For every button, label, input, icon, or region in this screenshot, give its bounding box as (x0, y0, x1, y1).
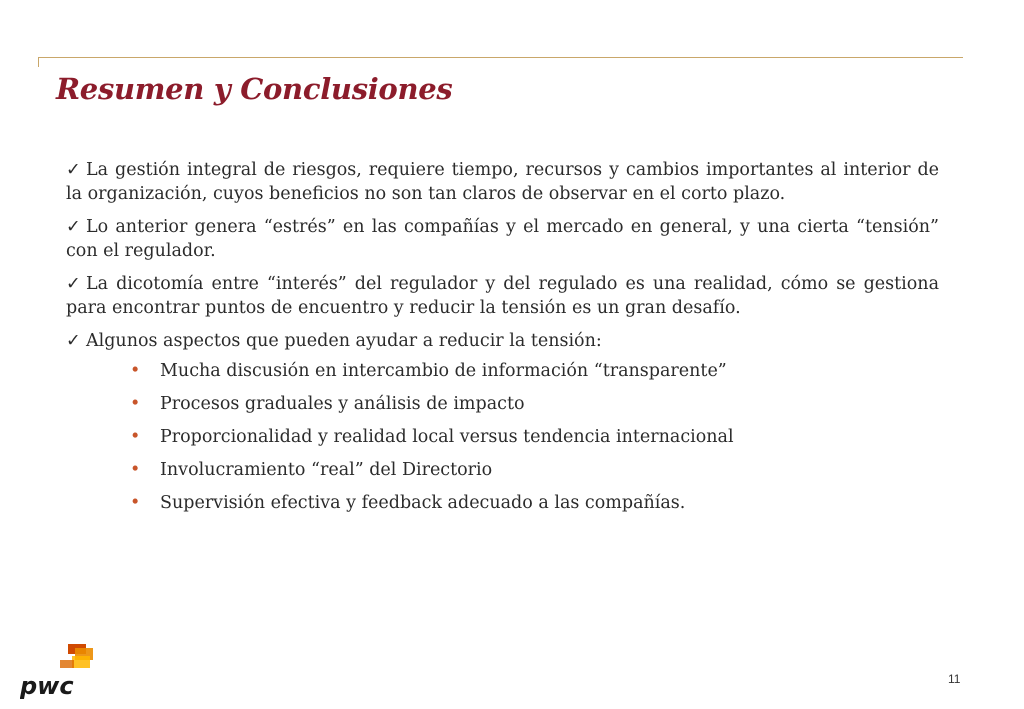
bullet-point-text: La dicotomía entre “interés” del regulador y del regulado es una realidad, cómo se gestiona para encontrar puntos de encuentro y reducir la tensión es un gran desafío. (66, 274, 939, 318)
check-icon: ✓ (66, 160, 81, 180)
list-item (130, 491, 939, 515)
slide-body (66, 158, 939, 524)
list-item-text: Mucha discusión en intercambio de información “transparente” (160, 361, 727, 381)
bullet-icon: • (130, 460, 141, 480)
bullet-point-text: Algunos aspectos que pueden ayudar a reducir la tensión: (86, 331, 602, 351)
logo-block-yellow (72, 656, 90, 668)
bullet-icon: • (130, 427, 141, 447)
list-item (130, 458, 939, 482)
check-icon: ✓ (66, 331, 81, 351)
bullet-point (66, 158, 939, 206)
bullet-icon: • (130, 394, 141, 414)
list-item (130, 359, 939, 383)
sub-bullet-list (66, 359, 939, 515)
bullet-icon: • (130, 493, 141, 513)
bullet-point-text: Lo anterior genera “estrés” en las compañías y el mercado en general, y una cierta “tensión” con el regulador. (66, 217, 939, 261)
logo-block-amber (60, 660, 74, 668)
logo-wordmark: pwc (20, 672, 74, 699)
list-item-text: Supervisión efectiva y feedback adecuado a las compañías. (160, 493, 686, 513)
header-rule-corner (38, 57, 39, 67)
header-rule (38, 57, 963, 58)
bullet-point-text: La gestión integral de riesgos, requiere tiempo, recursos y cambios importantes al interior de la organización, cuyos beneficios no son tan claros de observar en el corto plazo. (66, 160, 939, 204)
list-item-text: Procesos graduales y análisis de impacto (160, 394, 525, 414)
slide-title: Resumen y Conclusiones (56, 72, 453, 106)
pwc-logo (20, 644, 100, 699)
page-number: 11 (948, 672, 961, 686)
check-icon: ✓ (66, 274, 81, 294)
bullet-point (66, 215, 939, 263)
bullet-point (66, 329, 939, 353)
bullet-point (66, 272, 939, 320)
check-icon: ✓ (66, 217, 81, 237)
list-item-text: Involucramiento “real” del Directorio (160, 460, 493, 480)
list-item (130, 392, 939, 416)
bullet-icon: • (130, 361, 141, 381)
list-item-text: Proporcionalidad y realidad local versus tendencia internacional (160, 427, 734, 447)
list-item (130, 425, 939, 449)
